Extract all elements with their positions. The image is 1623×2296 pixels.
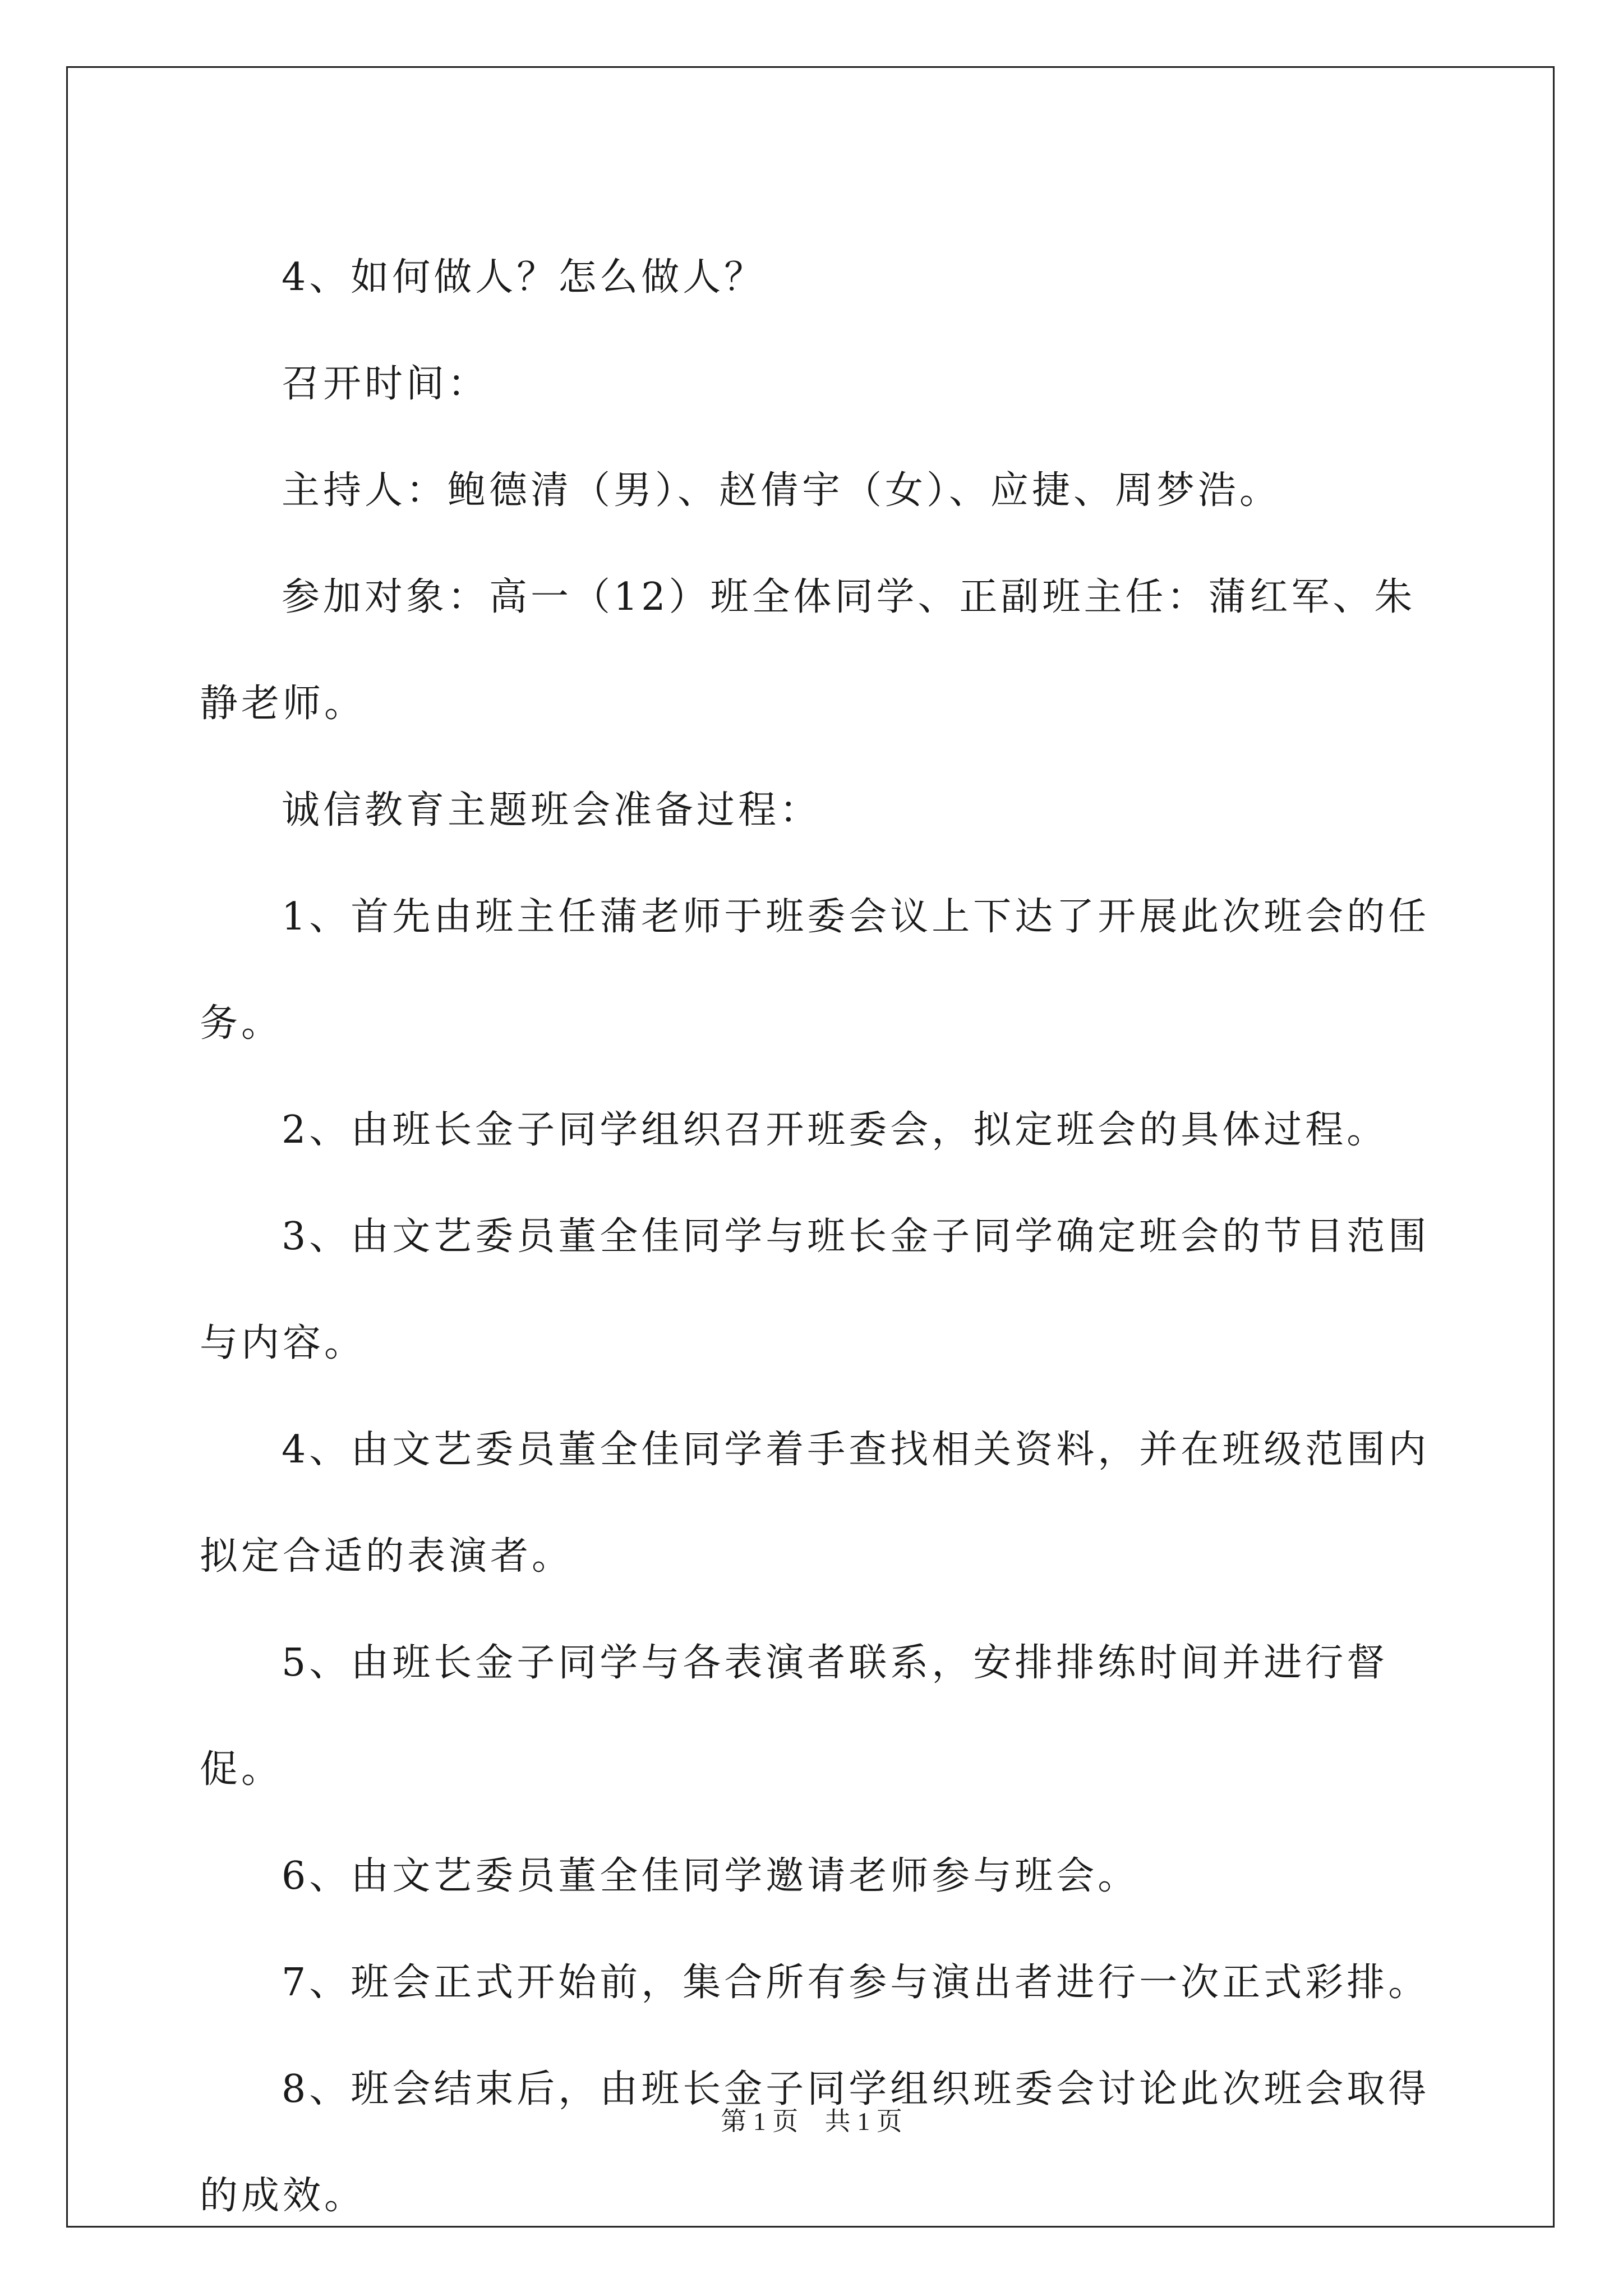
paragraph-8: 3、由文艺委员董全佳同学与班长金子同学确定班会的节目范围与内容。: [200, 1214, 1430, 1365]
page-number-total: 共 1 页: [824, 2107, 902, 2136]
page-footer: [0, 2101, 1623, 2138]
paragraph-12: 7、班会正式开始前，集合所有参与演出者进行一次正式彩排。: [282, 1961, 1430, 2005]
paragraph-13: 8、班会结束后，由班长金子同学组织班委会讨论此次班会取得的成效。: [200, 2067, 1430, 2218]
document-body: [200, 224, 1439, 2249]
paragraph-2: 召开时间：: [282, 362, 490, 406]
paragraph-10: 5、由班长金子同学与各表演者联系，安排排练时间并进行督促。: [200, 1641, 1389, 1792]
paragraph-3: 主持人：鲍德清（男）、赵倩宇（女）、应捷、周梦浩。: [282, 468, 1281, 513]
paragraph-5: 诚信教育主题班会准备过程：: [282, 788, 822, 832]
paragraph-7: 2、由班长金子同学组织召开班委会，拟定班会的具体过程。: [282, 1108, 1389, 1152]
page-number-current: 第 1 页: [721, 2107, 799, 2136]
paragraph-6: 1、首先由班主任蒲老师于班委会议上下达了开展此次班会的任务。: [200, 895, 1430, 1046]
paragraph-1: 4、如何做人？怎么做人？: [282, 255, 766, 300]
paragraph-9: 4、由文艺委员董全佳同学着手查找相关资料，并在班级范围内拟定合适的表演者。: [200, 1428, 1430, 1579]
paragraph-11: 6、由文艺委员董全佳同学邀请老师参与班会。: [282, 1854, 1140, 1898]
paragraph-4: 参加对象：高一（12）班全体同学、正副班主任：蒲红军、朱静老师。: [200, 575, 1416, 726]
